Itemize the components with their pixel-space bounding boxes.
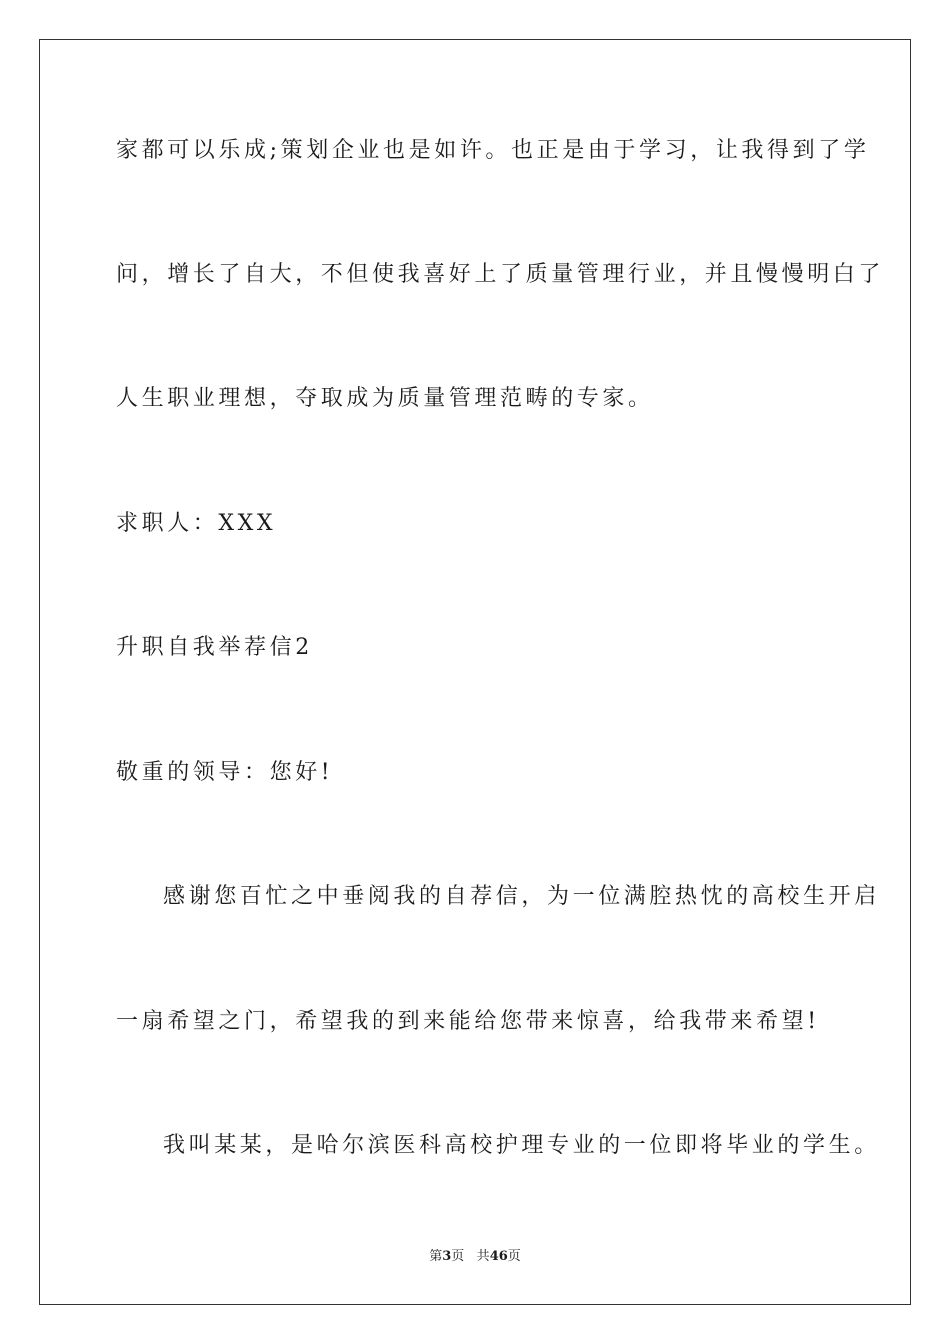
footer-page-prefix: 第 [429,1249,443,1264]
body-line-2: 问，增长了自大，不但使我喜好上了质量管理行业，并且慢慢明白了 [116,262,885,287]
paragraph-1-line-1: 感谢您百忙之中垂阅我的自荐信，为一位满腔热忱的高校生开启 [163,884,880,909]
signature-line: 求职人：XXX [116,511,277,536]
page-frame [39,39,911,1305]
body-line-1: 家都可以乐成;策划企业也是如许。也正是由于学习，让我得到了学 [116,138,870,163]
paragraph-1-line-2: 一扇希望之门，希望我的到来能给您带来惊喜，给我带来希望! [116,1009,820,1034]
footer-page-number: 3 [442,1249,452,1264]
footer-page-suffix: 页 [451,1249,465,1264]
footer-total-suffix: 页 [507,1249,521,1264]
footer-total-prefix: 共 [476,1249,490,1264]
paragraph-2-line-1: 我叫某某，是哈尔滨医科高校护理专业的一位即将毕业的学生。 [163,1133,880,1158]
body-line-3: 人生职业理想，夺取成为质量管理范畴的专家。 [116,386,654,411]
footer-total-pages: 46 [489,1249,508,1264]
salutation: 敬重的领导：您好! [116,760,334,785]
page-footer [0,1248,950,1266]
letter-title: 升职自我举荐信2 [116,635,313,660]
